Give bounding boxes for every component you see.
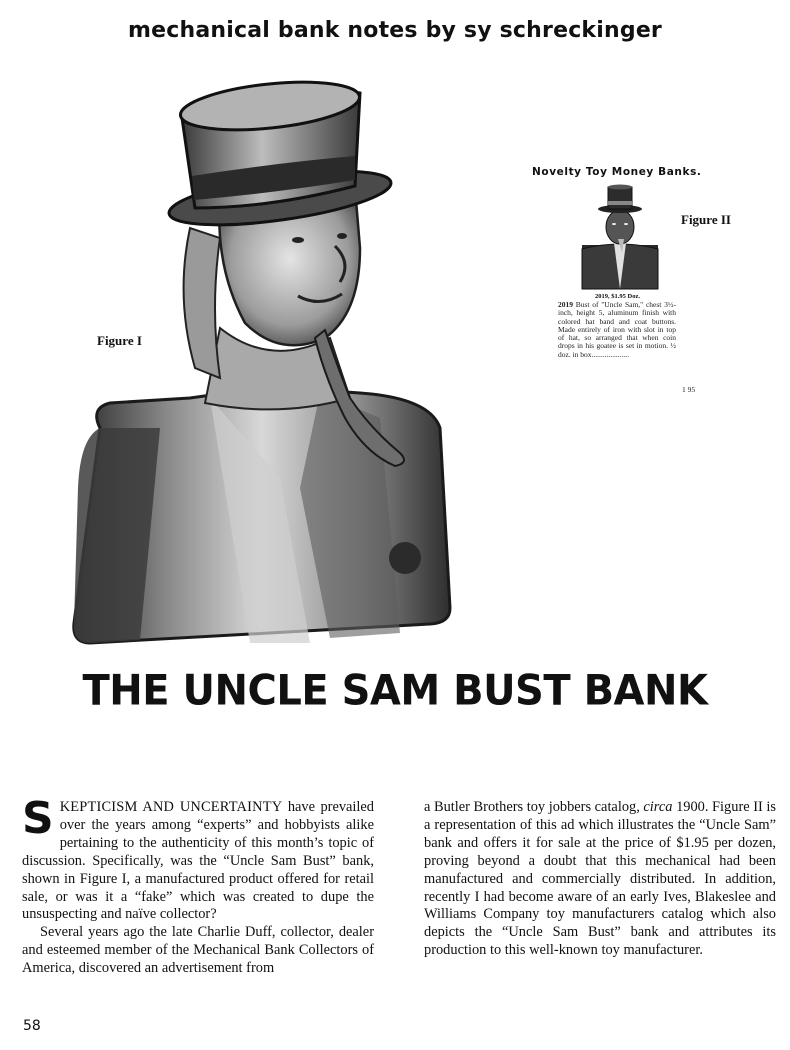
uncle-sam-bust-photo [70,68,460,648]
paragraph-1 [22,793,374,924]
circa-italic: circa [643,799,673,815]
catalog-caption: 2019, $1.95 Doz. [595,293,640,300]
catalog-description [558,301,676,359]
paragraph-2-cont-a: a Butler Brothers toy jobbers catalog, [424,799,644,815]
paragraph-2-cont-b: 1900. Figure II is a representation of this ad which illustrates the “Uncle Sam” bank and offers it for sale at the price of $1.95 per dozen, proving beyond a doubt that this mechanical had been manufactured and commercially distributed. In addition, recently I had become aware of an early Ives, Blakeslee and Williams Company toy manufacturers catalog which also depicts the “Uncle Sam Bust” bank and attributes its production to this well-known toy manufacturer. [424,799,776,959]
paragraph-2: Several years ago the late Charlie Duff, collector, dealer and esteemed member of the Mechanical Bank Collectors of America, discovered an advertisement from [22,924,374,977]
catalog-engraving-illustration [578,183,662,291]
article-column-right [424,799,776,960]
drop-cap: S [22,793,54,844]
paragraph-2-continued [424,799,776,960]
page-number: 58 [23,1018,41,1034]
column-header: mechanical bank notes by sy schreckinger [127,18,662,43]
catalog-title: Novelty Toy Money Banks. [532,166,702,178]
catalog-description-text: Bust of "Uncle Sam," chest 3½-inch, height 5, aluminum finish with colored hat band and coat buttons. Made entirely of iron with slot in top of hat, so arranged that when coin drops in his goatee is set in motion. ½ doz. in box.................... [558,300,676,359]
catalog-price: 1 95 [682,385,696,394]
catalog-item-number: 2019 [558,300,573,309]
article-column-left [22,793,374,978]
lead-in-caps: KEPTICISM AND UNCERTAINTY [59,799,283,815]
figure-1-label: Figure I [97,333,142,348]
article-title: THE UNCLE SAM BUST BANK [82,666,708,716]
paragraph-1-text: have prevailed over the years among “experts” and hobbyists alike pertaining to the authenticity of this month’s topic of discussion. Specifically, was the “Uncle Sam Bust” bank, shown in Figure I, a manufactured product offered for retail sale, or was it a “fake” which was created to dupe the unsuspecting and naïve collector? [22,799,374,923]
figure-2-label: Figure II [681,212,731,227]
